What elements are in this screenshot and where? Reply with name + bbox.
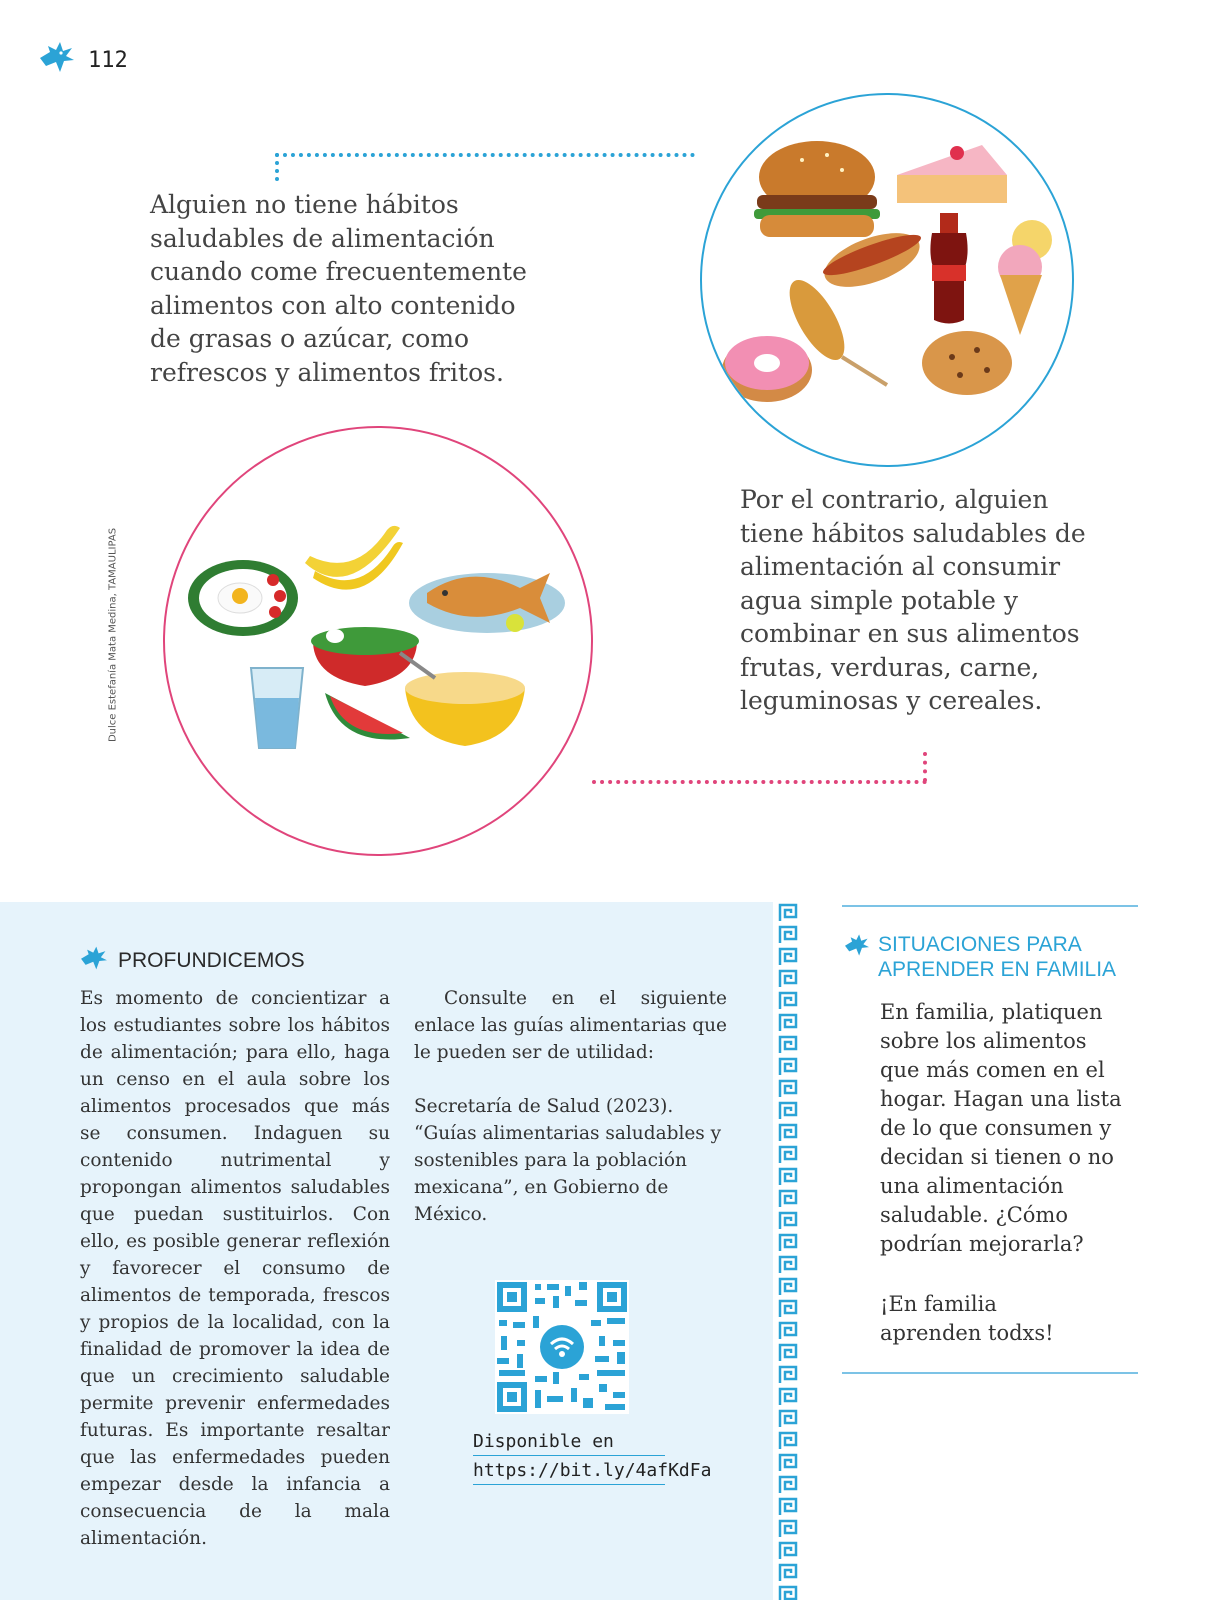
- dotted-connector-top-vertical: [275, 153, 279, 181]
- guide-intro: Consulte en el siguiente enlace las guías alimentarias que le pueden ser de utilidad:: [414, 988, 728, 1063]
- banana-icon: [305, 526, 403, 590]
- dotted-connector-bottom-vertical: [923, 752, 927, 782]
- dotted-connector-bottom: [592, 780, 927, 784]
- unhealthy-food-illustration: [700, 93, 1074, 467]
- fish-plate-icon: [409, 573, 565, 633]
- familia-top-rule: [842, 905, 1138, 907]
- familia-title: [842, 932, 1116, 982]
- healthy-food-illustration: [163, 426, 593, 856]
- page-number: 112: [88, 47, 128, 73]
- soup-bowl-icon: [400, 653, 525, 746]
- bird-icon: [78, 945, 110, 977]
- familia-closing: ¡En familia aprenden todxs!: [880, 1292, 1054, 1345]
- guide-reference: Secretaría de Salud (2023). “Guías alimentarias saludables y sostenibles para la población mexicana”, en Gobierno de México.: [414, 1096, 722, 1225]
- soda-bottle-icon: [930, 213, 967, 324]
- intro-healthy-text: Por el contrario, alguien tiene hábitos saludables de alimentación al consumir agua simple potable y combinar en sus alimentos frutas, verduras, carne, leguminosas y cereales.: [740, 485, 1086, 715]
- water-glass-icon: [251, 668, 303, 748]
- qr-caption-label: Disponible en: [473, 1431, 665, 1456]
- dotted-connector-top: [275, 153, 695, 157]
- profundicemos-title: PROFUNDICEMOS: [78, 945, 305, 977]
- egg-plate-icon: [188, 560, 298, 636]
- watermelon-icon: [325, 693, 410, 740]
- donut-icon: [722, 336, 812, 402]
- qr-code[interactable]: [495, 1280, 629, 1414]
- profundicemos-column-1: Es momento de concientizar a los estudiantes sobre los hábitos de alimentación; para ello, haga un censo en el aula sobre los alimentos procesados que más se consumen. Indaguen su contenido nutrimental y propongan alimentos saludables que puedan sustituirlos. Con ello, es posible generar reflexión y favorecer el consumo de alimentos de temporada, frescos y propios de la localidad, con la finalidad de promover la idea de que un crecimiento saludable permite prevenir enfermedades futuras. Es importante resaltar que las enfermedades pueden empezar desde la infancia a consecuencia de la mala alimentación.: [80, 988, 390, 1549]
- illustration-credit: Dulce Estefanía Mata Medina, TAMAULIPAS: [107, 527, 119, 743]
- familia-bottom-rule: [842, 1372, 1138, 1374]
- familia-title-line-2: APRENDER EN FAMILIA: [878, 958, 1117, 981]
- qr-link[interactable]: https://bit.ly/4afKdFa: [473, 1456, 665, 1485]
- decorative-border: [777, 902, 799, 1600]
- cake-icon: [897, 145, 1007, 203]
- page-header: [36, 40, 128, 80]
- cookie-icon: [922, 331, 1012, 395]
- ice-cream-icon: [998, 220, 1052, 335]
- bird-icon: [36, 40, 78, 80]
- familia-title-line-1: SITUACIONES PARA: [878, 933, 1082, 956]
- qr-caption: [473, 1431, 712, 1485]
- burger-icon: [754, 141, 880, 237]
- intro-unhealthy-text: Alguien no tiene hábitos saludables de alimentación cuando come frecuentemente alimentos con alto contenido de grasas o azúcar, como refrescos y alimentos fritos.: [150, 190, 527, 387]
- bird-icon: [842, 933, 872, 982]
- profundicemos-column-2: [414, 985, 727, 1228]
- familia-text: En familia, platiquen sobre los alimentos que más comen en el hogar. Hagan una lista de lo que consumen y decidan si tienen o no una alimentación saludable. ¿Cómo podrían mejorarla?: [880, 1000, 1122, 1256]
